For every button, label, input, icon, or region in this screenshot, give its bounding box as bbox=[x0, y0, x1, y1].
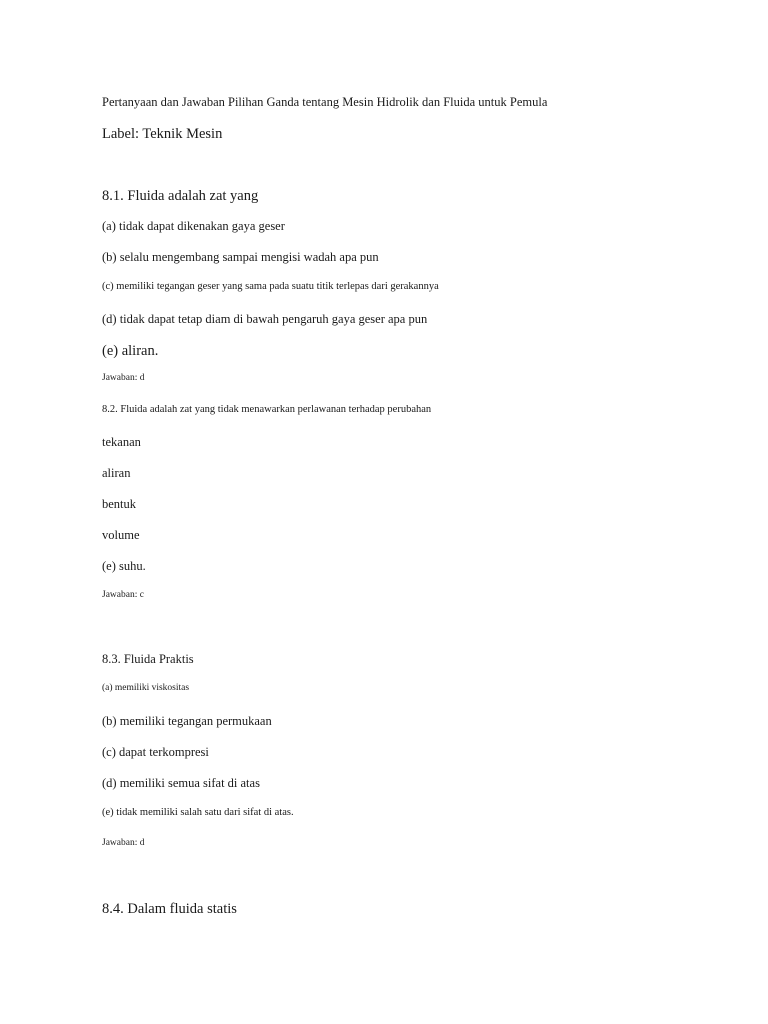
option-c: (c) dapat terkompresi bbox=[102, 745, 209, 759]
question-8-2: 8.2. Fluida adalah zat yang tidak menawarkan perlawanan terhadap perubahan bbox=[102, 404, 432, 415]
answer-8-2: Jawaban: c bbox=[102, 590, 144, 600]
option-b: aliran bbox=[102, 466, 131, 480]
question-8-1: 8.1. Fluida adalah zat yang bbox=[102, 188, 259, 204]
option-d: (d) memiliki semua sifat di atas bbox=[102, 776, 260, 790]
option-d: (d) tidak dapat tetap diam di bawah pengaruh gaya geser apa pun bbox=[102, 312, 428, 326]
question-8-3: 8.3. Fluida Praktis bbox=[102, 652, 194, 666]
option-b: (b) memiliki tegangan permukaan bbox=[102, 714, 272, 728]
option-a: tekanan bbox=[102, 435, 141, 449]
document-title: Pertanyaan dan Jawaban Pilihan Ganda tentang Mesin Hidrolik dan Fluida untuk Pemula bbox=[102, 95, 548, 109]
option-a: (a) memiliki viskositas bbox=[102, 683, 190, 693]
option-c: (c) memiliki tegangan geser yang sama pada suatu titik terlepas dari gerakannya bbox=[102, 281, 439, 292]
option-e: (e) suhu. bbox=[102, 559, 146, 573]
question-8-4: 8.4. Dalam fluida statis bbox=[102, 901, 237, 917]
option-a: (a) tidak dapat dikenakan gaya geser bbox=[102, 219, 285, 233]
answer-8-1: Jawaban: d bbox=[102, 373, 145, 383]
option-e: (e) tidak memiliki salah satu dari sifat di atas. bbox=[102, 807, 294, 818]
option-e: (e) aliran. bbox=[102, 343, 159, 359]
option-b: (b) selalu mengembang sampai mengisi wadah apa pun bbox=[102, 250, 379, 264]
option-d: volume bbox=[102, 528, 140, 542]
option-c: bentuk bbox=[102, 497, 137, 511]
document-label: Label: Teknik Mesin bbox=[102, 126, 223, 142]
answer-8-3: Jawaban: d bbox=[102, 838, 145, 848]
